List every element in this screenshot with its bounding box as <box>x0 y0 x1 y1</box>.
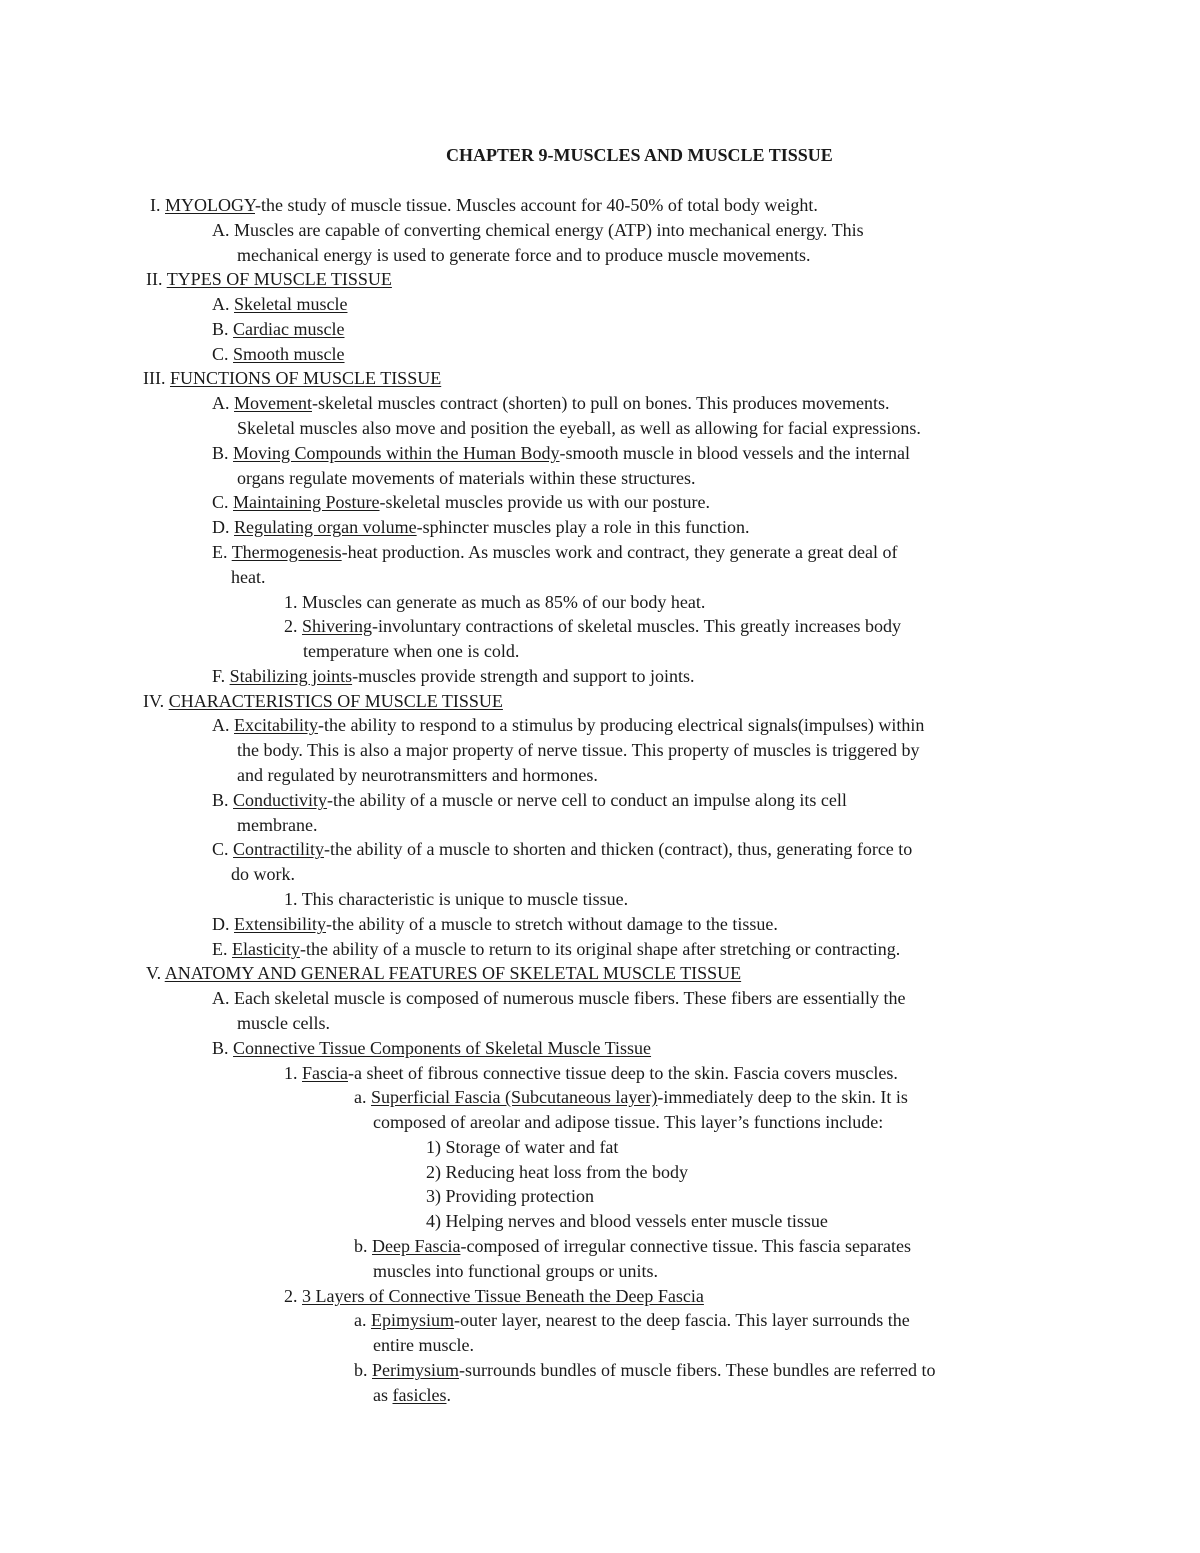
outline-item-continuation <box>373 1383 451 1407</box>
item-label: 2. <box>284 1286 298 1306</box>
item-label: B. <box>212 790 229 810</box>
outline-item-connective-tissue <box>212 1036 651 1060</box>
outline-item-continuation: heat. <box>231 567 266 587</box>
outline-item-epimysium <box>354 1308 910 1332</box>
outline-item-contractility <box>212 837 912 861</box>
item-term: Cardiac muscle <box>233 319 345 339</box>
item-text: -involuntary contractions of skeletal muscles. This greatly increases body <box>372 616 902 636</box>
item-term: FUNCTIONS OF MUSCLE TISSUE <box>169 368 442 388</box>
item-label: A. <box>212 715 230 735</box>
item-term: Superficial Fascia (Subcutaneous layer) <box>371 1087 658 1107</box>
outline-item-elasticity <box>212 937 900 961</box>
item-text: -immediately deep to the skin. It is <box>657 1087 908 1107</box>
item-label: 3) <box>426 1186 441 1206</box>
item-term: fasicles <box>392 1385 447 1405</box>
outline-item-muscle-fibers <box>212 986 905 1010</box>
item-term: Deep Fascia <box>372 1236 461 1256</box>
item-term: Stabilizing joints <box>229 666 353 686</box>
item-label: IV. <box>143 691 165 711</box>
item-text: -muscles provide strength and support to joints. <box>352 666 695 686</box>
item-term: Connective Tissue Components of Skeletal Muscle Tissue <box>233 1038 652 1058</box>
item-text: -a sheet of fibrous connective tissue deep to the skin. Fascia covers muscles. <box>347 1063 898 1083</box>
item-label: D. <box>212 914 230 934</box>
item-text: -the study of muscle tissue. Muscles account for 40-50% of total body weight. <box>255 195 818 215</box>
item-label: b. <box>354 1236 368 1256</box>
item-label: A. <box>212 294 230 314</box>
outline-item-nerves <box>426 1209 828 1233</box>
item-text: Reducing heat loss from the body <box>445 1162 688 1182</box>
outline-item-continuation: the body. This is also a major property of nerve tissue. This property of muscles is triggered by <box>237 740 920 760</box>
outline-item-movement <box>212 391 890 415</box>
outline-item-continuation: Skeletal muscles also move and position the eyeball, as well as allowing for facial expressions. <box>237 418 921 438</box>
item-text: -heat production. As muscles work and contract, they generate a great deal of <box>341 542 898 562</box>
item-term: Maintaining Posture <box>233 492 380 512</box>
item-text: Storage of water and fat <box>445 1137 619 1157</box>
item-label: C. <box>212 492 229 512</box>
item-text: -the ability of a muscle to return to its original shape after stretching or contracting. <box>299 939 901 959</box>
item-term: Epimysium <box>371 1310 455 1330</box>
outline-item-skeletal <box>212 292 347 316</box>
outline-item-continuation: membrane. <box>237 815 318 835</box>
item-label: C. <box>212 839 229 859</box>
outline-item-types <box>146 267 392 291</box>
outline-item-excitability <box>212 713 924 737</box>
outline-item-continuation: temperature when one is cold. <box>303 641 520 661</box>
outline-item-continuation: composed of areolar and adipose tissue. This layer’s functions include: <box>373 1112 884 1132</box>
outline-item-posture <box>212 490 710 514</box>
item-text: -skeletal muscles contract (shorten) to pull on bones. This produces movements. <box>312 393 890 413</box>
item-text: Muscles can generate as much as 85% of our body heat. <box>302 592 706 612</box>
item-text: Helping nerves and blood vessels enter muscle tissue <box>445 1211 828 1231</box>
outline-item-continuation: do work. <box>231 864 295 884</box>
outline-item-smooth <box>212 342 345 366</box>
item-text: -the ability of a muscle or nerve cell to conduct an impulse along its cell <box>327 790 847 810</box>
outline-item-conductivity <box>212 788 847 812</box>
item-term: Moving Compounds within the Human Body <box>233 443 560 463</box>
outline-item-deep-fascia <box>354 1234 911 1258</box>
item-text: -composed of irregular connective tissue. This fascia separates <box>460 1236 911 1256</box>
item-text: -surrounds bundles of muscle fibers. These bundles are referred to <box>459 1360 936 1380</box>
item-label: B. <box>212 319 229 339</box>
item-label: E. <box>212 542 228 562</box>
item-term: Elasticity <box>232 939 300 959</box>
outline-item-heat-loss <box>426 1160 688 1184</box>
outline-item-anatomy <box>146 961 741 985</box>
outline-item-stabilizing-joints <box>212 664 695 688</box>
outline-item-continuation: mechanical energy is used to generate force and to produce muscle movements. <box>237 245 811 265</box>
item-label: B. <box>212 443 229 463</box>
item-label: I. <box>150 195 161 215</box>
item-term: Conductivity <box>233 790 328 810</box>
item-text: -smooth muscle in blood vessels and the internal <box>559 443 910 463</box>
item-label: 2) <box>426 1162 441 1182</box>
item-label: 1. <box>284 889 298 909</box>
item-label: 1. <box>284 1063 298 1083</box>
outline-item-perimysium <box>354 1358 936 1382</box>
item-text: -the ability of a muscle to shorten and thicken (contract), thus, generating force to <box>324 839 913 859</box>
outline-item-body-heat <box>284 590 705 614</box>
outline-item-continuation: organs regulate movements of materials within these structures. <box>237 468 696 488</box>
item-text: Muscles are capable of converting chemical energy (ATP) into mechanical energy. This <box>234 220 864 240</box>
item-text: as <box>373 1385 393 1405</box>
item-text: -sphincter muscles play a role in this function. <box>416 517 750 537</box>
item-text: This characteristic is unique to muscle tissue. <box>301 889 629 909</box>
item-term: Regulating organ volume <box>234 517 417 537</box>
item-term: Skeletal muscle <box>234 294 348 314</box>
item-term: ANATOMY AND GENERAL FEATURES OF SKELETAL MUSCLE TISSUE <box>164 963 742 983</box>
outline-item-energy-conversion <box>212 218 864 242</box>
outline-item-storage <box>426 1135 618 1159</box>
item-term: 3 Layers of Connective Tissue Beneath the Deep Fascia <box>302 1286 704 1306</box>
item-term: TYPES OF MUSCLE TISSUE <box>166 269 392 289</box>
outline-item-myology <box>150 193 818 217</box>
item-label: A. <box>212 220 230 240</box>
item-label: a. <box>354 1087 367 1107</box>
item-label: 4) <box>426 1211 441 1231</box>
outline-item-continuation: entire muscle. <box>373 1335 474 1355</box>
outline-item-continuation: muscle cells. <box>237 1013 330 1033</box>
item-term: Extensibility <box>234 914 326 934</box>
item-label: B. <box>212 1038 229 1058</box>
item-label: E. <box>212 939 228 959</box>
outline-item-protection <box>426 1184 594 1208</box>
item-term: Smooth muscle <box>233 344 345 364</box>
item-label: II. <box>146 269 163 289</box>
item-text: Providing protection <box>445 1186 594 1206</box>
item-label: b. <box>354 1360 368 1380</box>
item-label: a. <box>354 1310 367 1330</box>
outline-item-thermogenesis <box>212 540 897 564</box>
item-label: 1) <box>426 1137 441 1157</box>
item-label: A. <box>212 988 230 1008</box>
chapter-title: CHAPTER 9-MUSCLES AND MUSCLE TISSUE <box>446 145 833 165</box>
item-text: -outer layer, nearest to the deep fascia. This layer surrounds the <box>454 1310 910 1330</box>
outline-item-functions <box>143 366 441 390</box>
outline-item-superficial-fascia <box>354 1085 908 1109</box>
outline-item-unique-to-muscle <box>284 887 628 911</box>
item-label: F. <box>212 666 226 686</box>
outline-item-cardiac <box>212 317 344 341</box>
item-label: V. <box>146 963 162 983</box>
item-text: Each skeletal muscle is composed of numerous muscle fibers. These fibers are essentially the <box>234 988 906 1008</box>
outline-item-characteristics <box>143 689 503 713</box>
item-text: -the ability of a muscle to stretch without damage to the tissue. <box>326 914 778 934</box>
item-term: Thermogenesis <box>231 542 342 562</box>
item-term: Movement <box>234 393 312 413</box>
item-label: 2. <box>284 616 298 636</box>
item-term: Contractility <box>233 839 324 859</box>
outline-item-continuation: and regulated by neurotransmitters and hormones. <box>237 765 598 785</box>
item-term: Perimysium <box>372 1360 460 1380</box>
outline-item-extensibility <box>212 912 778 936</box>
item-term: Shivering <box>302 616 372 636</box>
outline-item-fascia <box>284 1061 898 1085</box>
outline-item-shivering <box>284 614 901 638</box>
item-label: C. <box>212 344 229 364</box>
item-term: Excitability <box>234 715 318 735</box>
item-term: CHARACTERISTICS OF MUSCLE TISSUE <box>168 691 503 711</box>
item-label: A. <box>212 393 230 413</box>
item-label: 1. <box>284 592 298 612</box>
item-text: . <box>446 1385 451 1405</box>
item-label: III. <box>143 368 166 388</box>
item-text: -skeletal muscles provide us with our posture. <box>379 492 710 512</box>
item-text: -the ability to respond to a stimulus by producing electrical signals(impulses) within <box>317 715 925 735</box>
outline-item-continuation: muscles into functional groups or units. <box>373 1261 658 1281</box>
outline-item-three-layers <box>284 1284 704 1308</box>
item-label: D. <box>212 517 230 537</box>
outline-item-moving-compounds <box>212 441 910 465</box>
item-term: Fascia <box>302 1063 348 1083</box>
outline-item-organ-volume <box>212 515 750 539</box>
item-term: MYOLOGY <box>165 195 255 215</box>
